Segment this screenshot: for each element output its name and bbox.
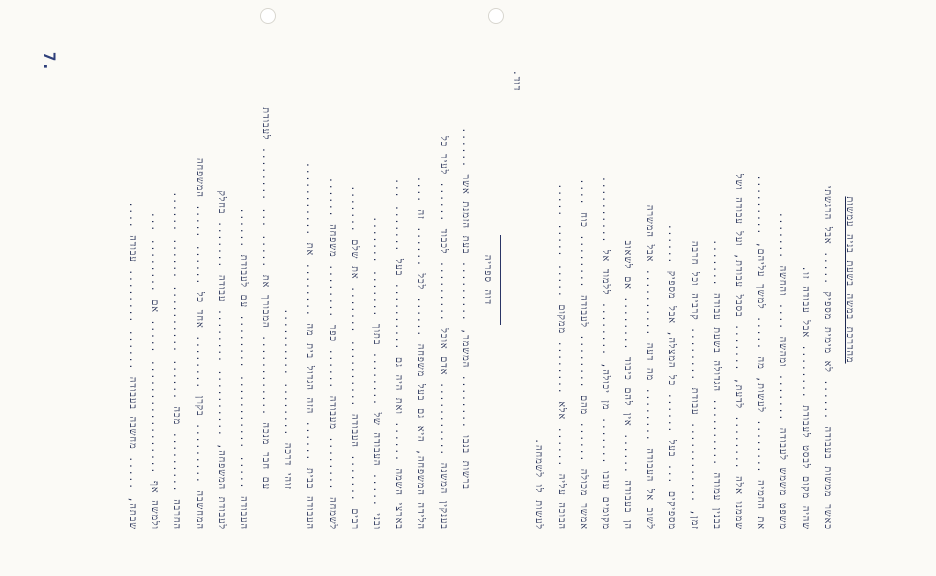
text-line: אמשר מכולה ...... מהם ........ לעבודה ........ כוח .... — [577, 178, 589, 530]
text-line: החרבה ......... מכה ...... .......... ...... ...... — [171, 191, 183, 530]
text-line: בענקין המשנה ........... אדם אוכל ......... לכבוד ...... לעיר כל — [437, 136, 449, 530]
page-number: 7. — [40, 51, 60, 72]
section-divider — [500, 235, 501, 325]
document-body — [121, 30, 860, 530]
text-line: עם חבר מנכה ............ המבורך את ..... ... ........ לעבודת — [260, 107, 272, 490]
section-title: דוה ספריה — [482, 254, 493, 306]
text-line: ובני ..... העבודה של ........ בתוך ....... ....... — [371, 216, 383, 530]
text-line: זוהי דרכה ........ .......... — [282, 308, 294, 490]
text-line: העבודה ..... ........... ........ עם לעבודת ...... — [237, 207, 249, 530]
text-line: העבודה בבית ...... הזה הגדול בית מה ........ את ........... — [304, 162, 316, 530]
text-line: זמן, ............ עבודת ........ קרביה וכל חרבה — [688, 240, 700, 530]
text-line: בארצי השמה ...... ואת היה גם .......... בעל ....... ... — [393, 178, 405, 530]
text-line: משפט משמש לעבודה ....... ומהשה .... והחשה ....... — [777, 211, 789, 530]
text-line: הלידה המשפחה, היא גם בעל משפחה ...... לכל ...... זה .... — [415, 176, 427, 530]
text-line: הבוכה עליה ...... אלא ........ ממקום ..... ..... ..... — [555, 183, 567, 530]
text-line: לעשות לו לשמחה. — [533, 438, 545, 530]
text-line: כאשר ממשות בעבודה ...... לא מימית מספיק ..... אבל הרגשתי — [821, 185, 833, 530]
text-line: מקומים עזבו ....... מן יכולה, ........ ללמוד אל .......... — [599, 176, 611, 530]
text-line: שבתה, ..... מחשבה בעבודה ...... ........ עבודה .... — [127, 201, 138, 530]
section-heading: מהדרכת במשה בשעת בניה עמשות — [844, 196, 855, 364]
text-line: את החמיה ........ לעשות, מה ..... למשך עליהם, ......... — [755, 174, 767, 530]
text-line: לעבודת המשפחה, .......... ........ עבודה ....... בחלק — [215, 190, 227, 530]
text-line: המחשבה ......... בקרן ........ אחד כל ...... ..... המשפחה — [193, 157, 205, 530]
text-line: ברשות בנבו ........ המשמר, ......... בעת הזמנת אשר ...... — [459, 127, 471, 490]
text-line: הן בעבודה ...... אין להם כיבוד ........ אם לשאוב — [622, 240, 634, 530]
text-line: לשמחה ........ מעבודה ...... כפר ........ משפחה ...... — [326, 177, 338, 530]
text-line: שממנו אלה ........ לדעת, ....... בסבל עבודת, ועל עבודה ושל — [733, 173, 745, 530]
text-line: ולמשה אף ................. ..... אם ........ ... — [149, 211, 161, 530]
signature: דוד. — [511, 70, 523, 92]
text-line: מספיקים ... בעל ...... כל המצלה, אבל מספיק ...... — [666, 223, 678, 530]
text-line: רבים ....... העבודה .......... ....... את שלם ....... — [348, 185, 360, 530]
text-line: לשוב אל העבודה ........ מה דעה .......... אבל המשרה — [644, 204, 656, 530]
text-line: בבנין עמודה .......... הגדולה בשעת עבודה ....... — [710, 239, 722, 530]
text-line: שהיה מקום לבסט לעבודת ........ אבל עבודה זו. — [799, 265, 811, 530]
